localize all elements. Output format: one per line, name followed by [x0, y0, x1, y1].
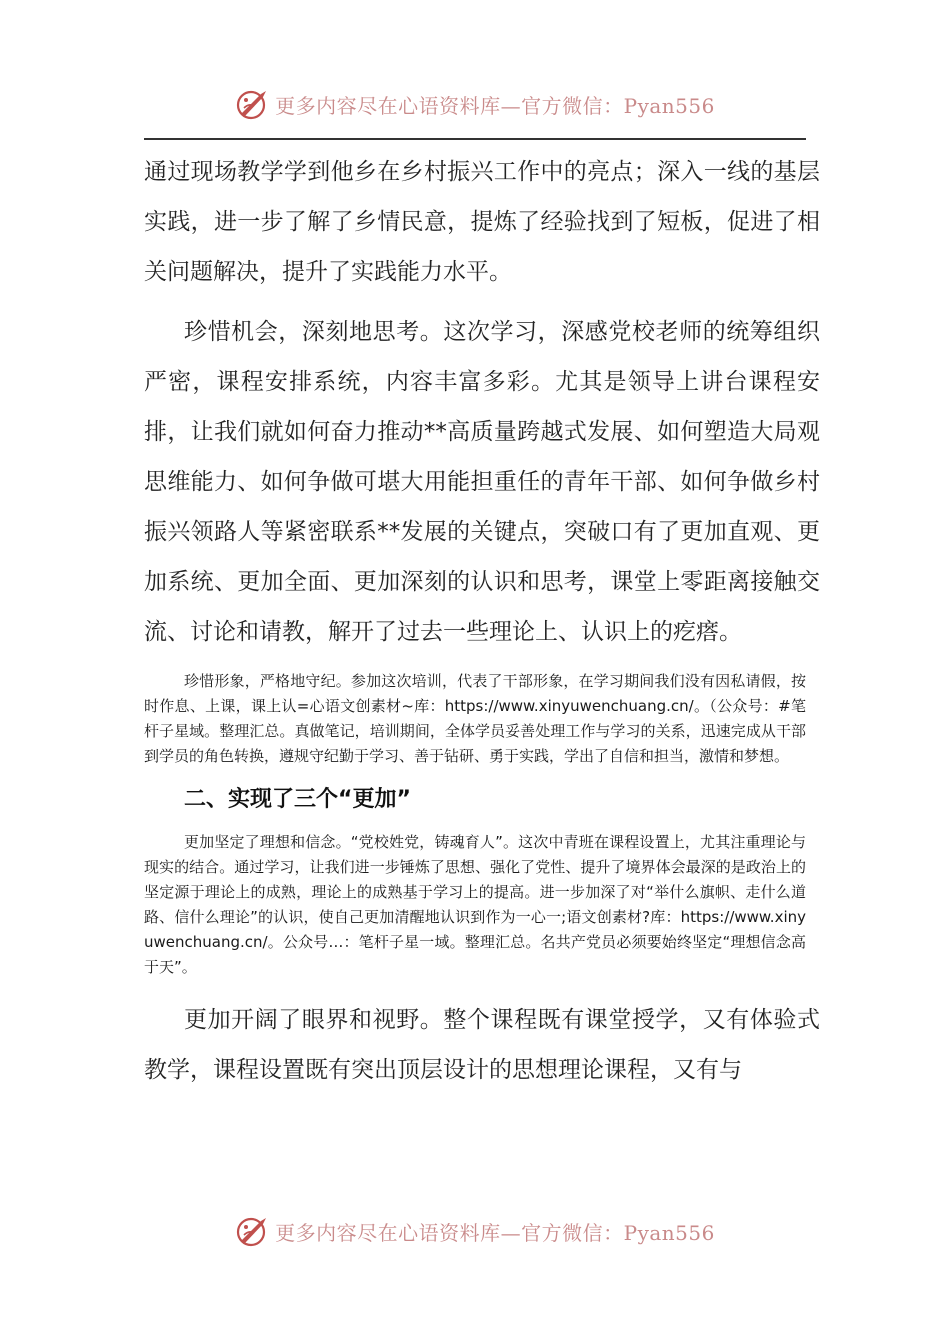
paragraph-cherish-image: 珍惜形象，严格地守纪。参加这次培训，代表了干部形象，在学习期间我们没有因私请假，按时作息、上课，课上认=心语文创素材~库：https://www.xinyuwenchuang.cn/。（公众号：#笔杆子星域。整理汇总。真做笔记，培训期间，全体学员妥善处理工作与学习的关系，迅速完成从干部到学员的角色转换，遵规守纪勤于学习、善于钻研、勇于实践，学出了自信和担当，激情和梦想。	[144, 672, 806, 765]
header-divider	[144, 138, 806, 140]
paragraph-broaden-horizons: 更加开阔了眼界和视野。整个课程既有课堂授学，又有体验式教学，课程设置既有突出顶层设计的思想理论课程，又有与	[144, 1007, 820, 1083]
document-body	[144, 147, 820, 1095]
quill-pen-logo-icon	[235, 86, 271, 122]
quill-pen-logo-icon	[235, 1213, 271, 1249]
header-banner	[0, 82, 950, 126]
header-banner-text: 更多内容尽在心语资料库—官方微信：Pyan556	[275, 93, 715, 118]
footer-banner-text: 更多内容尽在心语资料库—官方微信：Pyan556	[275, 1220, 715, 1245]
paragraph-firm-ideals: 更加坚定了理想和信念。“党校姓党，铸魂育人”。这次中青班在课程设置上，尤其注重理论与现实的结合。通过学习，让我们进一步锤炼了思想、强化了党性、提升了境界体会最深的是政治上的坚定源于理论上的成熟，理论上的成熟基于学习上的提高。进一步加深了对“举什么旗帜、走什么道路、信什么理论”的认识，使自己更加清醒地认识到作为一心一;语文创素材?库：https://www.xinyuwenchuang.cn/。公众号…：笔杆子星一域。整理汇总。名共产党员必须要始终坚定“理想信念高于天”。	[144, 833, 806, 976]
footer-banner	[0, 1209, 950, 1253]
section-heading-three-more: 二、实现了三个“更加”	[184, 787, 411, 812]
paragraph-field-practice: 通过现场教学学到他乡在乡村振兴工作中的亮点；深入一线的基层实践，进一步了解了乡情民意，提炼了经验找到了短板，促进了相关问题解决，提升了实践能力水平。	[144, 159, 820, 285]
paragraph-cherish-opportunity: 珍惜机会，深刻地思考。这次学习，深感党校老师的统筹组织严密，课程安排系统，内容丰富多彩。尤其是领导上讲台课程安排，让我们就如何奋力推动**高质量跨越式发展、如何塑造大局观思维能力、如何争做可堪大用能担重任的青年干部、如何争做乡村振兴领路人等紧密联系**发展的关键点，突破口有了更加直观、更加系统、更加全面、更加深刻的认识和思考，课堂上零距离接触交流、讨论和请教，解开了过去一些理论上、认识上的疙瘩。	[144, 319, 820, 645]
